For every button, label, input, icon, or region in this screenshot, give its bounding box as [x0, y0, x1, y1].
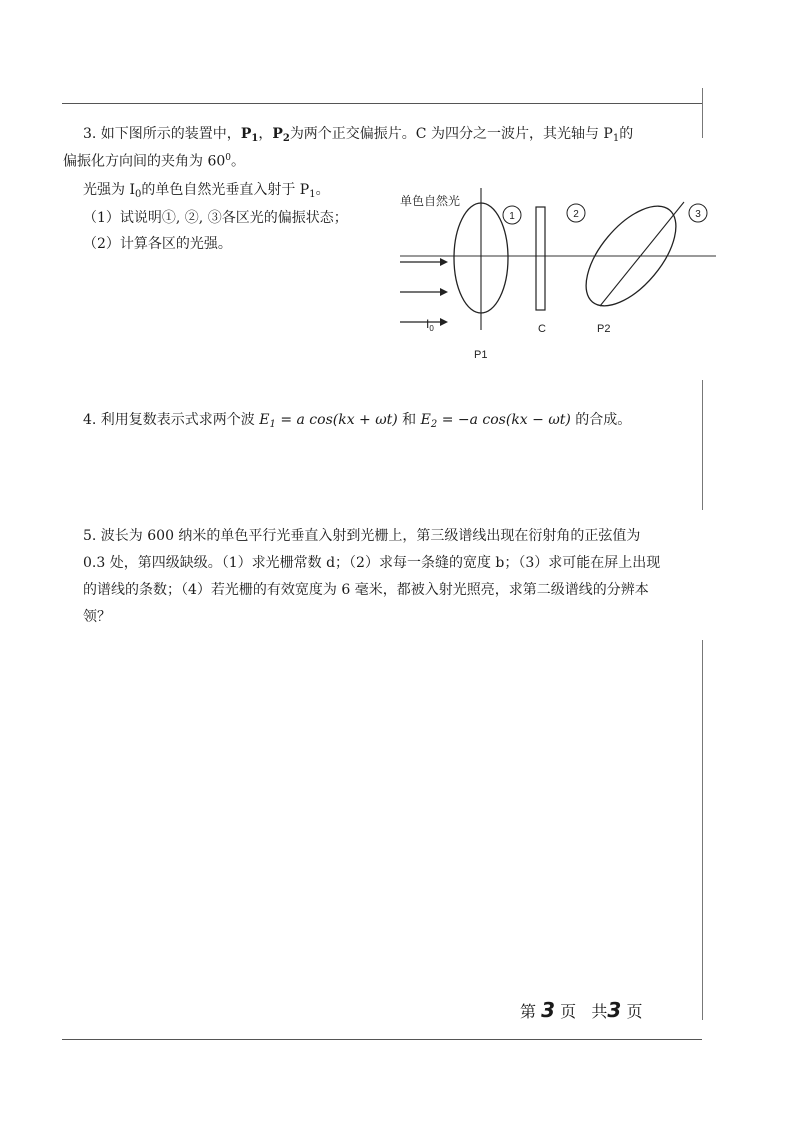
page-number-footer: 第 3 页 共3 页 — [520, 998, 643, 1022]
q5-line1: 5. 波长为 600 纳米的单色平行光垂直入射到光栅上，第三级谱线出现在衍射角的正弦值为 — [83, 528, 641, 544]
i0-label: $I_0$ — [426, 317, 434, 333]
p1-label: P1 — [474, 349, 488, 361]
q3-line1: 3. 如下图所示的装置中，$P_1$，$P_2$为两个正交偏振片。C 为四分之一波片，其光轴与 $P_1$的 — [83, 126, 634, 144]
q3-item1: （1）试说明①, ②, ③各区光的偏振状态； — [83, 210, 348, 226]
right-margin-line — [702, 380, 703, 510]
polarizer-diagram — [390, 180, 730, 370]
c-label: C — [538, 323, 546, 335]
total-pages: 3 — [607, 998, 622, 1022]
q4-text: 4. 利用复数表示式求两个波 $E_1 = a$ cos(kx + ωt) 和 $E_2 = -a$ cos(kx − ωt) 的合成。 — [83, 412, 632, 430]
p2-axis — [600, 202, 684, 306]
q3-line3: 光强为 $I_0$的单色自然光垂直入射于 $P_1$。 — [83, 182, 330, 200]
arrow-head-icon — [440, 258, 448, 266]
q5-line4: 领？ — [83, 609, 111, 625]
p2-label: P2 — [597, 323, 611, 335]
light-label: 单色自然光 — [400, 194, 461, 208]
arrow-head-icon — [440, 288, 448, 296]
svg-text:2: 2 — [573, 209, 579, 220]
right-margin-line — [702, 88, 703, 138]
svg-text:3: 3 — [695, 209, 701, 220]
q5-line2: 0.3 处，第四级缺级。（1）求光栅常数 d；（2）求每一条缝的宽度 b；（3）求可能在屏上出现 — [83, 555, 661, 571]
page-number: 3 — [541, 998, 556, 1022]
arrow-head-icon — [440, 318, 448, 326]
q3-item2: （2）计算各区的光强。 — [83, 236, 232, 252]
q3-line2: 偏振化方向间的夹角为 $60^0$。 — [63, 153, 245, 170]
quarter-wave-plate — [536, 207, 545, 310]
q5-line3: 的谱线的条数；（4）若光栅的有效宽度为 6 毫米，都被入射光照亮，求第二级谱线的分辨本 — [83, 582, 649, 598]
svg-text:1: 1 — [509, 211, 515, 222]
right-margin-line — [702, 640, 703, 1020]
